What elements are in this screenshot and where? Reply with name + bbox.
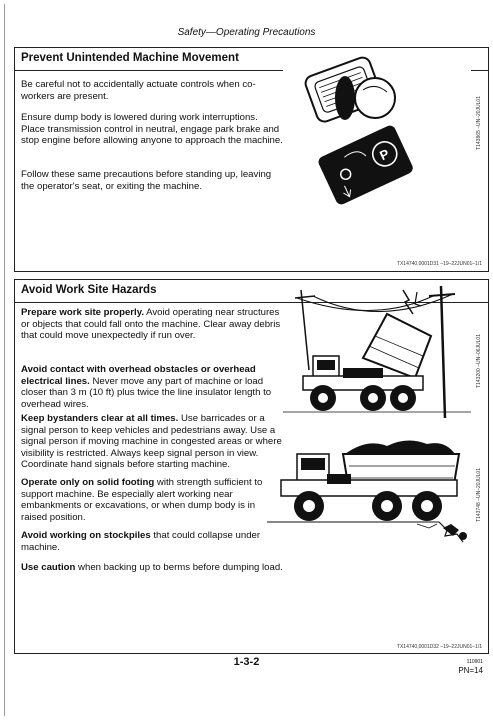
paragraph-text: that could collapse under machine. (21, 530, 261, 553)
paragraph-lead: Use caution (21, 562, 76, 573)
footer-pn: PN=14 (458, 666, 483, 675)
paragraph-lead: Operate only on solid footing (21, 477, 155, 488)
figure-code: T143865 –UN–20JUL01 (476, 96, 482, 150)
figure-code: T143748 –UN–20JUL01 (476, 468, 482, 522)
page-edge-mark (4, 4, 5, 716)
paragraph-text: with strength sufficient to support machine. Be especially alert working near embankments or excavations, or when dump body is in raised position. (21, 477, 263, 523)
paragraph-text: when backing up to berms before dumping load. (75, 562, 283, 573)
document-code: TX14740,0001D31 –19–22JUN01–1/1 (396, 261, 482, 267)
paragraph (21, 413, 283, 471)
truck-overhead-lines-illustration (283, 284, 471, 418)
section-prevent-unintended-movement (14, 47, 489, 272)
paragraph-text: Never move any part of machine or load closer than 3 m (10 ft) plus twice the line insulator length to overhead wires. (21, 375, 272, 410)
paragraph: Follow these same precautions before standing up, leaving the operator's seat, or exiting the machine. (21, 169, 272, 192)
paragraph-lead: Avoid working on stockpiles (21, 530, 151, 541)
svg-text:P: P (377, 145, 392, 164)
paragraph-lead: Avoid contact with overhead obstacles or overhead electrical lines. (21, 364, 256, 387)
section-title: Avoid Work Site Hazards (21, 284, 157, 296)
paragraph (21, 562, 283, 574)
footer-date-code: 110901 (466, 659, 483, 665)
paragraph-text: Avoid operating near structures or objects that could fall onto the machine. Clear away debris that could move unexpectedly if run over. (21, 307, 281, 342)
park-brake-control-illustration (283, 54, 471, 234)
paragraph-lead: Prepare work site properly. (21, 307, 144, 318)
section-title: Prevent Unintended Machine Movement (21, 52, 239, 64)
paragraph: Ensure dump body is lowered during work interruptions. Place transmission control in neutral, engage park brake and stop engine before allowing anyone to approach the machine. (21, 112, 283, 147)
paragraph (21, 364, 283, 410)
truck-loaded-footing-illustration (267, 424, 469, 544)
paragraph-lead: Keep bystanders clear at all times. (21, 413, 179, 424)
page-number: 1-3-2 (233, 656, 260, 668)
figure-code: T143200 –UN–06JUL01 (476, 334, 482, 388)
page-header-title: Safety—Operating Precautions (177, 27, 316, 38)
paragraph: Be careful not to accidentally actuate controls when co-workers are present. (21, 79, 256, 102)
paragraph (21, 307, 283, 342)
paragraph (21, 477, 283, 523)
section-avoid-work-site-hazards (14, 279, 489, 654)
paragraph (21, 530, 283, 553)
document-code: TX14740,0001D32 –19–22JUN01–1/1 (396, 644, 482, 650)
paragraph-text: Use barricades or a signal person to keep vehicles and pedestrians away. Use a signal person if moving machine in congested areas or where visibility is restricted. Always keep signal person in view. Coordinate hand signals before starting machine. (21, 413, 282, 471)
